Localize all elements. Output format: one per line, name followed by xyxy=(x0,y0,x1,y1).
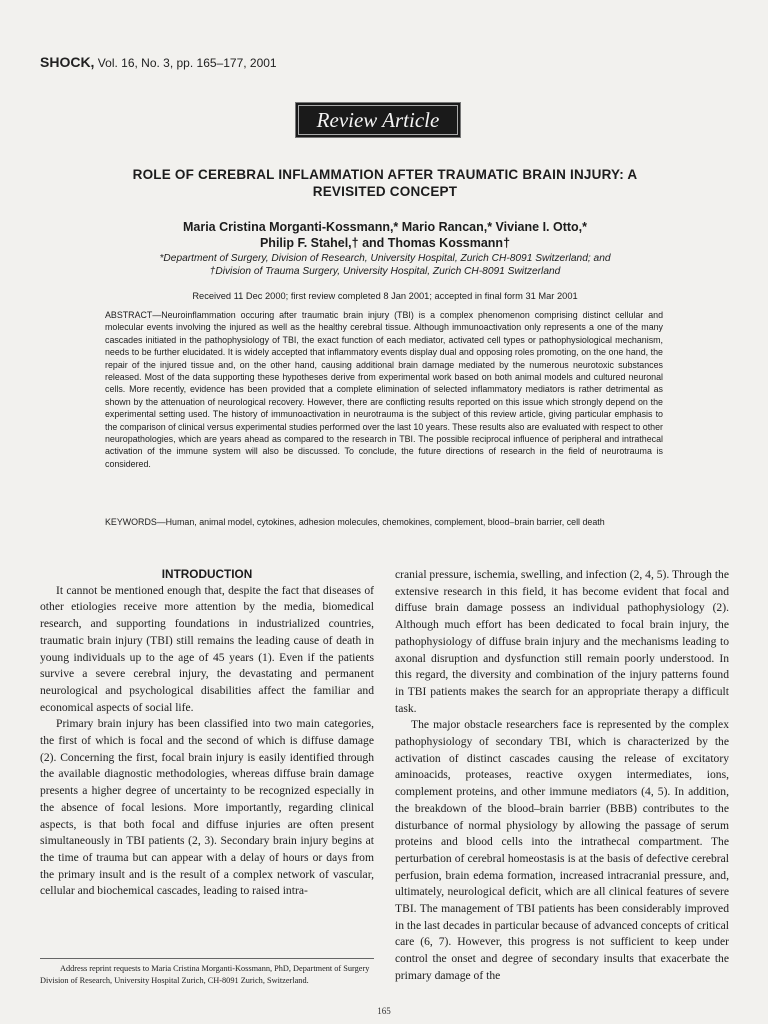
affiliation-line: †Division of Trauma Surgery, University Hospital, Zurich CH-8091 Switzerland xyxy=(209,266,561,277)
right-column xyxy=(395,567,729,985)
author-line: Maria Cristina Morganti-Kossmann,* Mario Rancan,* Viviane I. Otto,* xyxy=(182,220,588,234)
section-heading: INTRODUCTION xyxy=(161,567,253,581)
journal-citation xyxy=(40,54,277,70)
article-title: ROLE OF CEREBRAL INFLAMMATION AFTER TRAUMATIC BRAIN INJURY: A REVISITED CONCEPT xyxy=(132,167,638,199)
paragraph: Primary brain injury has been classified into two main categories, the first of which is focal and the second of which is diffuse damage (2). Concerning the first, focal brain injury is easily identified through the available diagnostic methodologies, whereas diffuse brain damage presents a higher degree of uncertainty to be recognized especially in the absence of focal lesions. More importantly, regarding clinical aspects, is that both focal and diffuse injuries are often present simultaneously in TBI patients (2, 3). Secondary brain injury begins at the time of trauma but can appear with a delay of hours or days from the primary insult and is the result of a complex network of vascular, cellular and biochemical cascades, leading to raised intra- xyxy=(40,717,374,898)
received-dates: Received 11 Dec 2000; first review completed 8 Jan 2001; accepted in final form 31 Mar 2001 xyxy=(192,291,578,301)
abstract: ABSTRACT—Neuroinflammation occuring after traumatic brain injury (TBI) is a complex phenomenon comprising distinct cellular and molecular events involving the injured as well as the healthy cerebral tissue. Although immunoactivation only represents a one of the many cascades initiated in the pathophysiology of TBI, the exact function of each mediator, activated cell types or pathophysiological mechanism, needs to be further elucidated. It is widely accepted that inflammatory events display dual and opposing roles promoting, on the one hand, the repair of the injured tissue and, on the other hand, causing additional brain damage mediated by the numerous neurotoxic substances released. Most of the data supporting these hypotheses derive from experimental work based on both animal models and cultured neuronal cells. More recently, evidence has been provided that a complete elimination of selected inflammatory mediators is rather detrimental as shown by the attenuation of neurological recovery. However, there are conflicting results reported on this issue which strongly depend on the experimental setting used. The history of immunoactivation in neurotrauma is the subject of this review article, giving particular emphasis to the comparison of clinical versus experimental studies performed over the last 10 years. These results also are evaluated with respect to other neuropathologies, which are years ahead as compared to the research in TBI. The possible reciprocal influence of peripheral and intrathecal activation of the immune system will also be discussed. To conclude, the future directions of research in the field of neurotrauma is considered. xyxy=(105,310,663,469)
paragraph: The major obstacle researchers face is represented by the complex pathophysiology of secondary TBI, which is characterized by the activation of distinct cascades causing the release of excitatory aminoacids, proteases, reactive oxygen intermediates, ions, complement proteins, and other immune mediators (4, 5). In addition, the breakdown of the blood–brain barrier (BBB) contributes to the disturbance of normal physiology by allowing the passage of serum proteins and blood cells into the intrathecal compartment. The perturbation of cerebral homeostasis is at the basis of defective cerebral perfusion, brain edema formation, increased intracranial pressure, and, ultimately, neurological deficit, which are all clinical features of severe TBI. The management of TBI patients has been considerably improved in the last decades in particular because of advanced concepts of critical care (6, 7). However, this progress is not sufficient to keep under control the onset and degree of secondary insults that exacerbate the primary damage of the xyxy=(395,718,729,982)
author-line: Philip F. Stahel,† and Thomas Kossmann† xyxy=(259,236,511,250)
paragraph: cranial pressure, ischemia, swelling, and infection (2, 4, 5). Through the extensive research in this field, it has become evident that focal and diffuse brain damage possess an individual pathophysiology (2). Although much effort has been dedicated to focal brain injury, the pathophysiology of diffuse brain injury and the mechanisms leading to axonal disruption and dysfunction still remain poorly understood. In this regard, the diversity and combination of the injury patterns found in TBI patients makes the search for an appropriate therapy a difficult task. xyxy=(395,568,729,715)
paragraph: It cannot be mentioned enough that, despite the fact that diseases of other etiologies receive more attention by the media, biomedical research, and supporting foundations in industrialized countries, traumatic brain injury (TBI) still remains the leading cause of death in young individuals up to the age of 45 years (1). Even if the patients survive a severe cerebral injury, the devastating and permanent neurological and psychological disabilities affect the familiar and economical aspects of social life. xyxy=(40,583,374,714)
correspondence-footnote: Address reprint requests to Maria Cristina Morganti-Kossmann, PhD, Department of Surgery Division of Research, University Hospital Zurich, CH-8091 Zurich, Switzerland. xyxy=(40,958,374,986)
journal-name: SHOCK, xyxy=(40,54,95,70)
page-number: 165 xyxy=(377,1006,391,1016)
affiliations xyxy=(100,252,670,278)
article-type-badge: Review Article xyxy=(295,102,461,138)
keywords: KEYWORDS—Human, animal model, cytokines, adhesion molecules, chemokines, complement, blood–brain barrier, cell death xyxy=(105,517,605,527)
left-column xyxy=(40,566,374,900)
journal-volume: Vol. 16, No. 3, pp. 165–177, 2001 xyxy=(97,56,277,70)
author-list xyxy=(100,219,670,251)
affiliation-line: *Department of Surgery, Division of Research, University Hospital, Zurich CH-8091 Switzerland; and xyxy=(159,253,611,264)
